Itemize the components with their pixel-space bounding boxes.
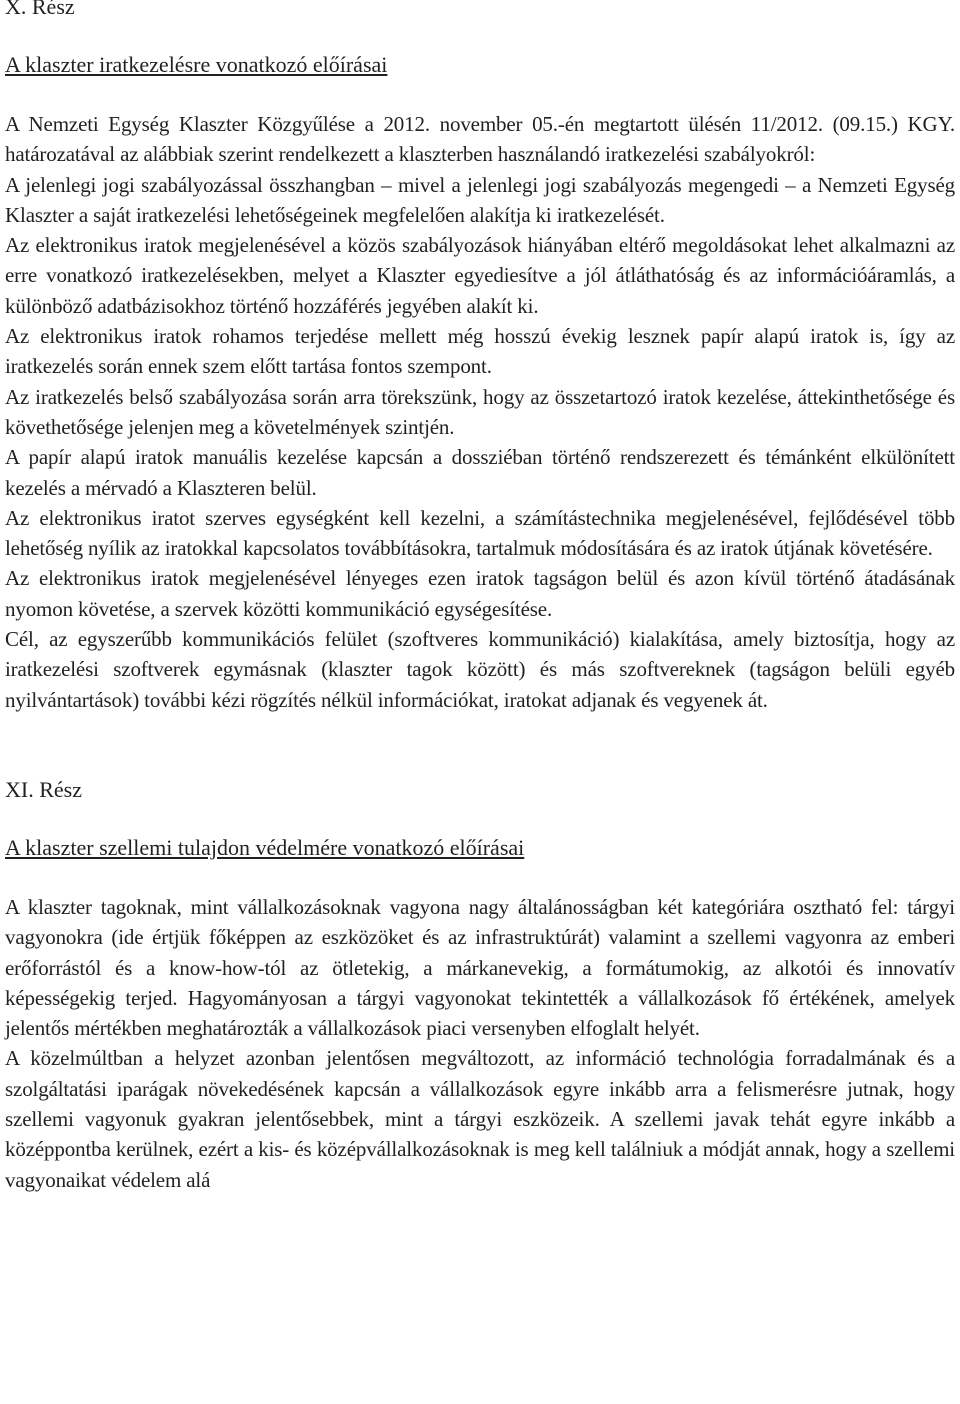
paragraph: Az elektronikus iratok megjelenésével a közös szabályozások hiányában eltérő megoldásokat lehet alkalmazni az erre vonatkozó iratkezelésekben, melyet a Klaszter egyediesítve a jól átláthatóság és az információáramlás, a különböző adatbázisokhoz történő hozzáférés jegyében alakít ki. bbox=[5, 233, 955, 318]
paragraph: Az elektronikus iratok megjelenésével lényeges ezen iratok tagságon belül és azon kívül történő átadásának nyomon követése, a szervek közötti kommunikáció egységesítése. bbox=[5, 566, 955, 621]
part-x bbox=[5, 0, 955, 715]
part-title: XI. Rész bbox=[5, 776, 82, 802]
paragraph: A Nemzeti Egység Klaszter Közgyűlése a 2012. november 05.-én megtartott ülésén 11/2012. (09.15.) KGY. határozatával az alábbiak szerint rendelkezett a klaszterben használandó iratkezelési szabályokról: bbox=[5, 112, 955, 167]
part-xi bbox=[5, 775, 955, 1195]
section-heading: A klaszter iratkezelésre vonatkozó előírásai bbox=[5, 52, 388, 77]
part-x-body bbox=[5, 109, 955, 715]
section-heading: A klaszter szellemi tulajdon védelmére vonatkozó előírásai bbox=[5, 834, 525, 860]
paragraph: A klaszter tagoknak, mint vállalkozásoknak vagyona nagy általánosságban két kategóriára osztható fel: tárgyi vagyonokra (ide értjük főképpen az eszközöket és az infrastruktúrát) valamint a szellemi vagyonra az emberi erőforrástól és a know-how-tól az ötletekig, a márkanevekig, a formátumokig, az alkotói és innovatív képességekig terjed. Hagyományosan a tárgyi vagyonokat tekintették a vállalkozások fő értékének, amelyek jelentős mértékben meghatározták a vállalkozások piaci versenyben elfoglalt helyét. bbox=[5, 894, 955, 1041]
part-xi-body bbox=[5, 892, 955, 1195]
paragraph: Cél, az egyszerűbb kommunikációs felület (szoftveres kommunikáció) kialakítása, amely biztosítja, hogy az iratkezelési szoftverek egymásnak (klaszter tagok között) és más szoftvereknek (tagságon belüli egyéb nyilvántartások) további kézi rögzítés nélkül információkat, iratokat adjanak és vegyenek át. bbox=[5, 627, 955, 712]
part-title: X. Rész bbox=[5, 0, 75, 19]
paragraph: A jelenlegi jogi szabályozással összhangban – mivel a jelenlegi jogi szabályozás megengedi – a Nemzeti Egység Klaszter a saját iratkezelési lehetőségeinek megfelelően alakítja ki iratkezelését. bbox=[5, 172, 955, 227]
paragraph: Az iratkezelés belső szabályozása során arra törekszünk, hogy az összetartozó iratok kezelése, áttekinthetősége és követhetősége jelenjen meg a követelmények szintjén. bbox=[5, 384, 955, 439]
paragraph: Az elektronikus iratok rohamos terjedése mellett még hosszú évekig lesznek papír alapú iratok is, így az iratkezelés során ennek szem előtt tartása fontos szempont. bbox=[5, 324, 955, 379]
paragraph: A közelmúltban a helyzet azonban jelentősen megváltozott, az információ technológia forradalmának és a szolgáltatási iparágak növekedésének kapcsán a vállalkozások egyre inkább arra a felismerésre jutnak, hogy szellemi vagyonuk gyakran jelentősebbek, mint a tárgyi eszközeik. A szellemi javak tehát egyre inkább a középpontba kerülnek, ezért a kis- és középvállalkozásoknak is meg kell találniuk a módját annak, hogy a szellemi vagyonaikat védelem alá bbox=[5, 1046, 955, 1192]
paragraph: Az elektronikus iratot szerves egységként kell kezelni, a számítástechnika megjelenésével, fejlődésével több lehetőség nyílik az iratokkal kapcsolatos továbbításokra, tartalmuk módosítására és az iratok útjának követésére. bbox=[5, 505, 955, 561]
paragraph: A papír alapú iratok manuális kezelése kapcsán a dossziéban történő rendszerezett és témánként elkülönített kezelés a mérvadó a Klaszteren belül. bbox=[5, 445, 955, 500]
document-page bbox=[5, 0, 955, 1195]
